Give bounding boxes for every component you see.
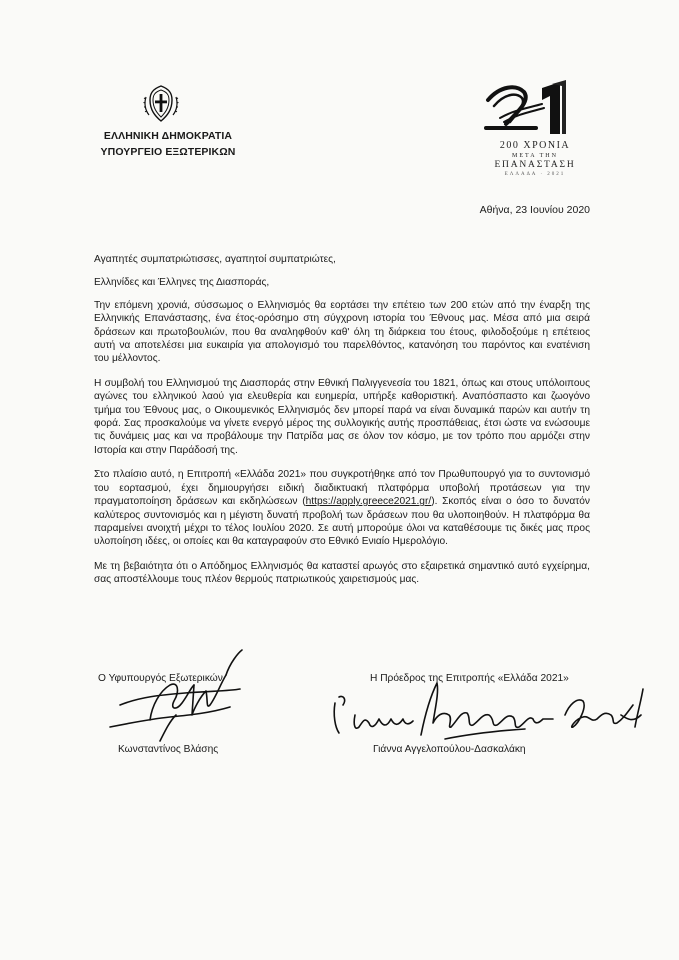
right-signatory-title: Η Πρόεδρος της Επιτροπής «Ελλάδα 2021» xyxy=(370,673,569,684)
right-handwritten-signature xyxy=(325,675,655,755)
paragraph-1: Την επόμενη χρονιά, σύσσωμος ο Ελληνισμός θα εορτάσει την επέτειο των 200 ετών από την έναρξη της Ελληνικής Επανάστασης, ένα έτος-ορόσημο στη σύγχρονη ιστορία του Έθνους μας. Μέσα από μια σειρά δράσεων και πρωτοβουλιών, που θα αναληφθούν καθ' όλη τη διάρκεια του έτους, φιλοδοξούμε η επέτειος αυτή να αποτελέσει μια ευκαιρία για απολογισμό του παρελθόντος, κατανόηση του παρόντος και ενατένιση του μέλλοντος. xyxy=(94,299,590,365)
right-signatory-name: Γιάννα Αγγελοπούλου-Δασκαλάκη xyxy=(373,744,526,755)
greece-2021-logo-text xyxy=(470,140,600,178)
greeting-line-2: Ελληνίδες και Έλληνες της Διασποράς, xyxy=(94,277,270,289)
paragraph-3-text-start: Στο πλαίσιο αυτό, η Επιτροπή «Ελλάδα 2021» που συγκροτήθηκε από τον Πρωθυπουργό για το συντονισμό του εορτασμού, έχει δημιουργήσει ειδική διαδικτυακή πλατφόρμα υποβολή προτάσεων για την πραγματοποίηση δράσεων και εκδηλώσεων ( xyxy=(94,469,590,508)
greeting-line-1: Αγαπητές συμπατριώτισσες, αγαπητοί συμπατριώτες, xyxy=(94,254,336,265)
paragraph-4: Με τη βεβαιότητα ότι ο Απόδημος Ελληνισμός θα καταστεί αρωγός στο εξαιρετικά σημαντικό αυτό εγχείρημα, σας αποστέλλουμε τους πλέον θερμούς πατριωτικούς χαιρετισμούς μας. xyxy=(94,560,590,586)
logo-line2: ΜΕΤΑ ΤΗΝ xyxy=(512,153,558,159)
logo-line3: ΕΠΑΝΑΣΤΑΣΗ xyxy=(494,160,576,170)
greece-2021-logo-icon xyxy=(480,78,590,140)
logo-line1: 200 ΧΡΟΝΙΑ xyxy=(499,140,571,151)
greek-coat-of-arms-icon xyxy=(140,83,182,125)
logo-line4: ΕΛΛΑΔΑ · 2021 xyxy=(504,172,566,177)
ministry-line1: ΕΛΛΗΝΙΚΗ ΔΗΜΟΚΡΑΤΙΑ xyxy=(103,130,233,142)
paragraph-3 xyxy=(94,468,590,548)
left-handwritten-signature xyxy=(90,645,280,745)
letter-date: Αθήνα, 23 Ιουνίου 2020 xyxy=(479,204,590,216)
left-signatory-title: Ο Υφυπουργός Εξωτερικών xyxy=(98,673,223,684)
left-signatory-name: Κωνσταντίνος Βλάσης xyxy=(118,744,219,755)
paragraph-3-text-end: ). Σκοπός είναι ο όσο το δυνατόν καλύτερος συντονισμός και η μέγιστη δυνατή προβολή των δράσεων που θα υλοποιηθούν. Η πλατφόρμα θα παραμείνει ανοιχτή μέχρι το τέλος Ιουλίου 2020. Σε αυτή μπορούμε όλοι να καταθέσουμε τις δικές μας προς υλοποίηση ιδέες, οι οποίες και θα καταγραφούν στο Εθνικό Ενιαίο Ημερολόγιο. xyxy=(94,496,590,548)
ministry-line2: ΥΠΟΥΡΓΕΙΟ ΕΞΩΤΕΡΙΚΩΝ xyxy=(100,146,236,158)
ministry-header xyxy=(98,128,238,160)
letter-body xyxy=(94,253,590,598)
apply-platform-link[interactable]: https://apply.greece2021.gr/ xyxy=(305,496,432,508)
paragraph-2: Η συμβολή του Ελληνισμού της Διασποράς στην Εθνική Παλιγγενεσία του 1821, όπως και στους υπόλοιπους αγώνες του ελληνικού λαού για ελευθερία και ευημερία, υπήρξε καθοριστική. Αναπόσπαστο και ζωογόνο τμήμα του Έθνους μας, ο Οικουμενικός Ελληνισμός δεν μπορεί παρά να είναι δυναμικά παρών και αυτήν τη φορά. Σας προσκαλούμε να γίνετε ενεργό μέρος της συλλογικής αυτής προσπάθειας, έτσι ώστε να ενώσουμε τις δυνάμεις μας και να προβάλουμε την Πατρίδα μας σε όλον τον κόσμο, με τον τρόπο που αρμόζει στην Ιστορία και στην Παράδοσή της. xyxy=(94,377,590,456)
